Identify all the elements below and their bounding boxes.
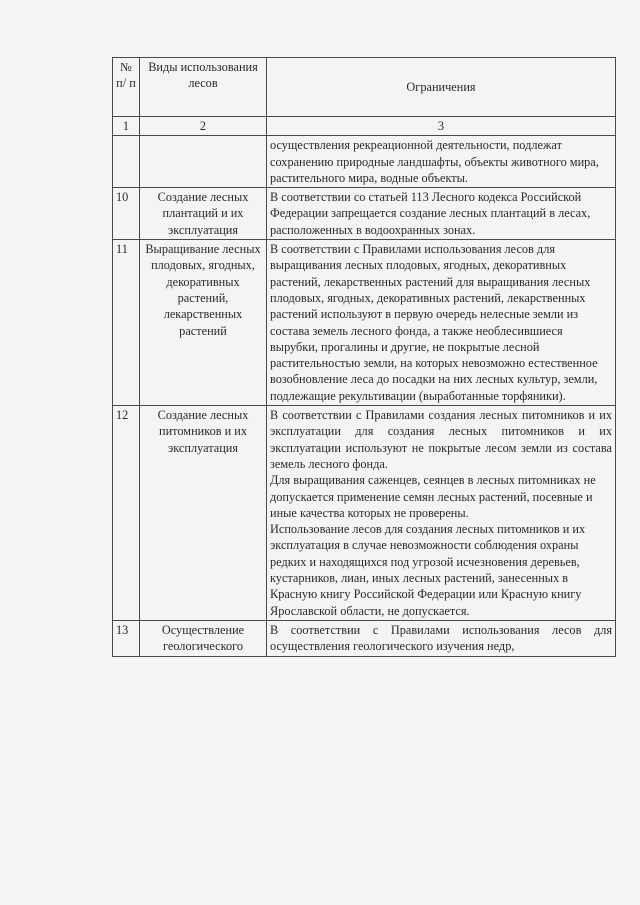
row-use-type: Создание лесных плантаций и их эксплуатация (140, 188, 267, 240)
row-use-type: Выращивание лесных плодовых, ягодных, декоративных растений, лекарственных растений (140, 240, 267, 406)
column-number-row (113, 117, 616, 136)
header-restrictions: Ограничения (267, 58, 616, 117)
restriction-paragraph: В соответствии с Правилами использования лесов для осуществления геологического изучения недр, (270, 622, 612, 654)
column-number: 2 (140, 117, 267, 136)
row-number (113, 136, 140, 188)
column-number: 3 (267, 117, 616, 136)
restriction-paragraph: осуществления рекреационной деятельности, подлежат сохранению природные ландшафты, объекты животного мира, растительного мира, водные объекты. (270, 138, 599, 185)
restriction-paragraph: Использование лесов для создания лесных питомников и их эксплуатация в случае невозможности соблюдения охраны редких и находящихся под угрозой исчезновения деревьев, кустарников, лиан, иных лесных растений, занесенных в Красную книгу Российской Федерации или Красную книгу Ярославской области, не допускается. (270, 522, 586, 618)
table-row (113, 188, 616, 240)
row-number: 13 (113, 620, 140, 656)
row-restriction (267, 188, 616, 240)
restriction-paragraph: Для выращивания саженцев, сеянцев в лесных питомниках не допускается применение семян лесных растений, посевные и иные качества которых не проверены. (270, 473, 596, 520)
restrictions-table (112, 57, 616, 657)
column-number: 1 (113, 117, 140, 136)
table-row (113, 240, 616, 406)
restriction-paragraph: В соответствии с Правилами создания лесных питомников и их эксплуатации для создания лесных питомников и их эксплуатации используют не покрытые лесом земли из состава земель лесного фонда. (270, 408, 612, 471)
row-restriction (267, 136, 616, 188)
header-number: № п/ п (113, 58, 140, 117)
row-restriction (267, 240, 616, 406)
restriction-paragraph: В соответствии со статьей 113 Лесного кодекса Российской Федерации запрещается создание лесных плантаций в лесах, расположенных в водоохранных зонах. (270, 190, 591, 237)
table-row (113, 620, 616, 656)
row-number: 12 (113, 406, 140, 621)
restriction-paragraph: В соответствии с Правилами использования лесов для выращивания лесных плодовых, ягодных, декоративных растений, лекарственных растений для выращивания лесных плодовых, ягодных, декоративных растений, лекарственных растений используют в первую очередь нелесные земли из состава земель лесного фонда, а также необлесившиеся вырубки, прогалины и другие, не покрытые лесной растительностью земли, на которых невозможно естественное возобновление леса до посадки на них лесных культур, земли, подлежащие рекультивации (выработанные торфяники). (270, 242, 598, 403)
row-use-type (140, 136, 267, 188)
row-restriction (267, 406, 616, 621)
table-row (113, 406, 616, 621)
row-number: 10 (113, 188, 140, 240)
row-restriction (267, 620, 616, 656)
header-forest-use-types: Виды использования лесов (140, 58, 267, 117)
row-number: 11 (113, 240, 140, 406)
table-row (113, 136, 616, 188)
row-use-type: Осуществление геологического (140, 620, 267, 656)
table-header-row (113, 58, 616, 117)
row-use-type: Создание лесных питомников и их эксплуатация (140, 406, 267, 621)
